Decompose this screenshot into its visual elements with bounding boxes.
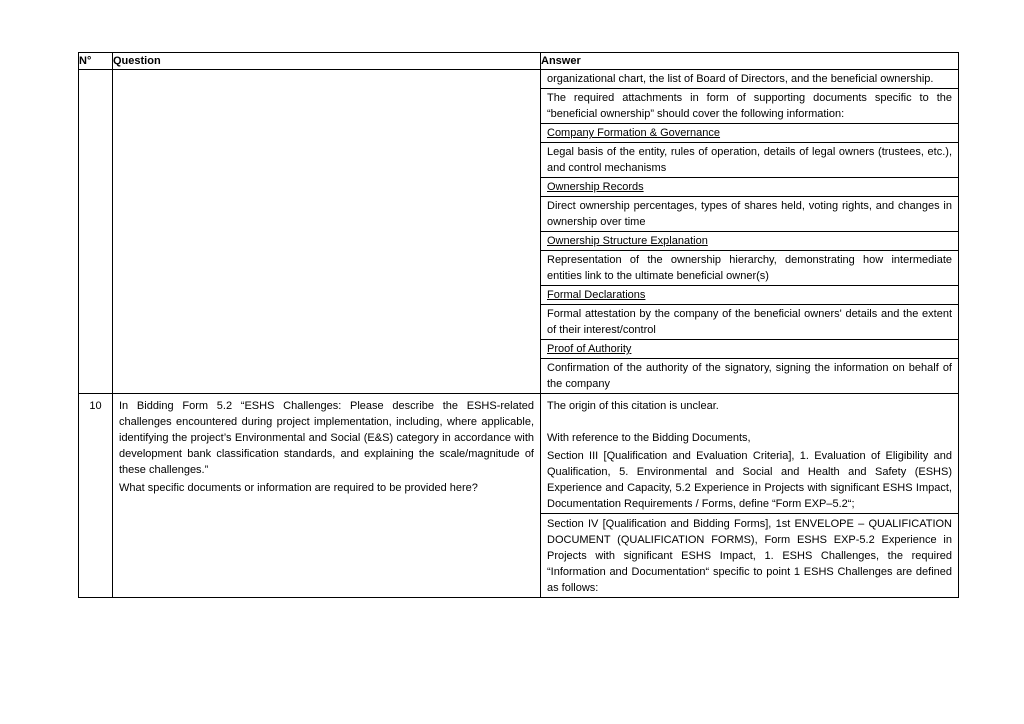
- row-number-cell: [79, 70, 113, 394]
- answer-paragraph: The required attachments in form of supporting documents specific to the “beneficial ownership” should cover the following information:: [541, 89, 958, 124]
- answer-paragraph: Formal attestation by the company of the beneficial owners' details and the extent of their interest/control: [541, 305, 958, 340]
- header-answer: Answer: [541, 53, 959, 70]
- table-row-10: [79, 394, 959, 598]
- question-cell: [113, 394, 541, 598]
- table-header-row: [79, 53, 959, 70]
- answer-subheading: Ownership Structure Explanation: [541, 232, 958, 251]
- answer-paragraph: Section III [Qualification and Evaluation Criteria], 1. Evaluation of Eligibility and Qualification, 5. Environmental and Social and Health and Safety (ESHS) Experience and Capacity, 5.2 Experience in Projects with significant ESHS Impact, Documentation Requirements / Forms, define “Form EXP–5.2“;: [541, 447, 958, 514]
- answer-paragraph: Confirmation of the authority of the signatory, signing the information on behalf of the company: [547, 362, 952, 390]
- answer-paragraph: organizational chart, the list of Board of Directors, and the beneficial ownership.: [541, 70, 958, 89]
- question-cell: [113, 70, 541, 394]
- answer-subheading: Ownership Records: [541, 178, 958, 197]
- answer-paragraph: The origin of this citation is unclear.: [547, 400, 719, 412]
- answer-cell: [541, 394, 959, 598]
- question-paragraph: In Bidding Form 5.2 “ESHS Challenges: Please describe the ESHS-related challenges encountered during project implementation, including, where applicable, identifying the project’s Environmental and Social (E&S) category in accordance with development bank classification standards, and explaining the scale/magnitude of these challenges.”: [119, 400, 534, 476]
- question-paragraph: What specific documents or information are required to be provided here?: [119, 482, 478, 494]
- answer-subheading: Company Formation & Governance: [541, 124, 958, 143]
- header-question: Question: [113, 53, 541, 70]
- answer-subheading: Proof of Authority: [541, 340, 958, 359]
- header-number: N°: [79, 53, 113, 70]
- answer-cell: [541, 70, 959, 394]
- answer-paragraph: Representation of the ownership hierarchy, demonstrating how intermediate entities link to the ultimate beneficial owner(s): [541, 251, 958, 286]
- answer-subheading: Formal Declarations: [541, 286, 958, 305]
- answer-paragraph: Direct ownership percentages, types of shares held, voting rights, and changes in ownership over time: [541, 197, 958, 232]
- answer-paragraph: With reference to the Bidding Documents,: [547, 432, 751, 444]
- spacer: [541, 415, 958, 429]
- answer-paragraph: Legal basis of the entity, rules of operation, details of legal owners (trustees, etc.), and control mechanisms: [541, 143, 958, 178]
- row-number-cell: 10: [79, 394, 113, 598]
- table-row-continued: [79, 70, 959, 394]
- answer-paragraph: Section IV [Qualification and Bidding Forms], 1st ENVELOPE – QUALIFICATION DOCUMENT (QUALIFICATION FORMS), Form ESHS EXP-5.2 Experience in Projects with significant ESHS Impact, 1. ESHS Challenges, the required “Information and Documentation“ specific to point 1 ESHS Challenges are defined as follows:: [547, 518, 952, 594]
- qa-table: [78, 52, 959, 598]
